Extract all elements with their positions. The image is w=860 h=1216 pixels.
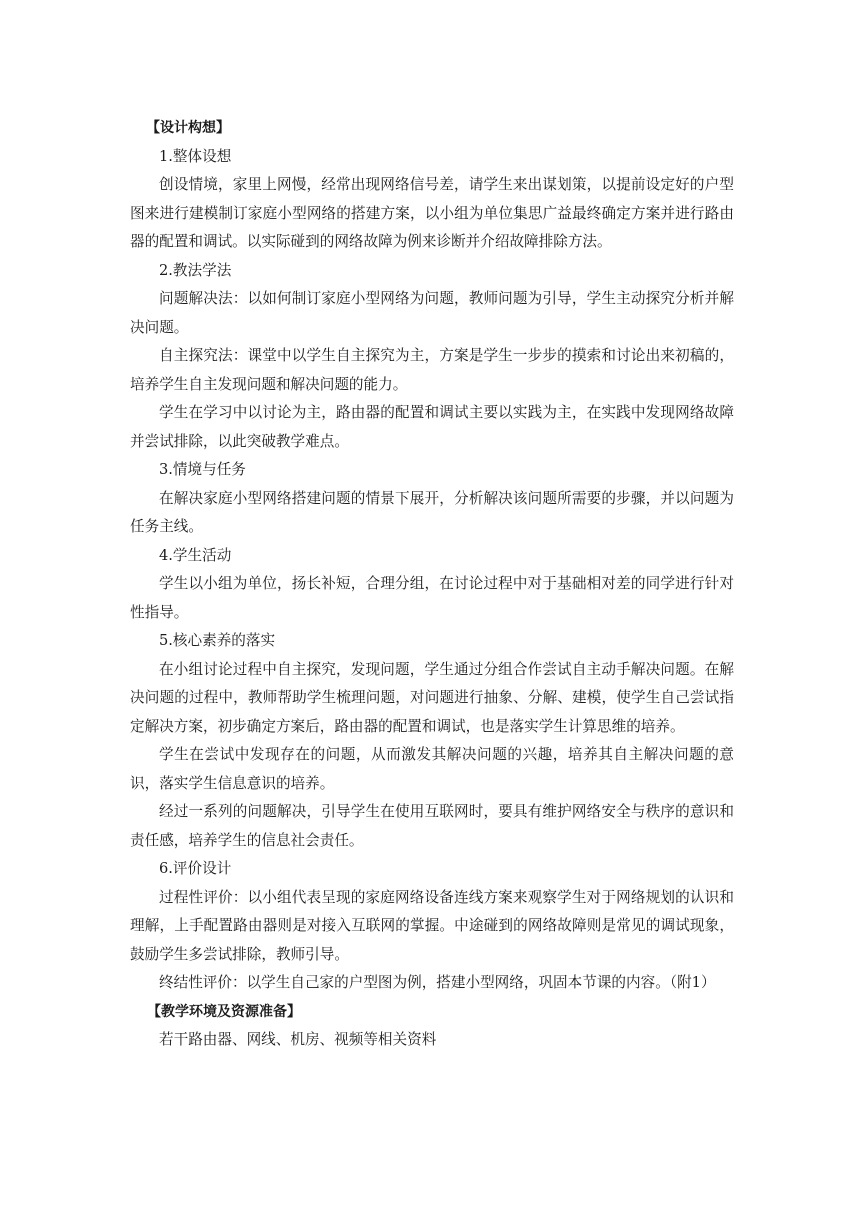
document-page bbox=[130, 114, 734, 1055]
paragraph: 自主探究法：课堂中以学生自主探究为主，方案是学生一步步的摸索和讨论出来初稿的，培养学生自主发现问题和解决问题的能力。 bbox=[130, 347, 734, 393]
paragraph: 经过一系列的问题解决，引导学生在使用互联网时，要具有维护网络安全与秩序的意识和责任感，培养学生的信息社会责任。 bbox=[130, 803, 734, 849]
paragraph: 在解决家庭小型网络搭建问题的情景下展开，分析解决该问题所需要的步骤，并以问题为任务主线。 bbox=[130, 489, 734, 535]
paragraph: 终结性评价：以学生自己家的户型图为例，搭建小型网络，巩固本节课的内容。（附1） bbox=[159, 974, 716, 991]
item-heading: 1.整体设想 bbox=[159, 147, 232, 165]
paragraph: 学生在学习中以讨论为主，路由器的配置和调试主要以实践为主，在实践中发现网络故障并尝试排除，以此突破教学难点。 bbox=[130, 404, 734, 450]
paragraph: 在小组讨论过程中自主探究，发现问题，学生通过分组合作尝试自主动手解决问题。在解决问题的过程中，教师帮助学生梳理问题，对问题进行抽象、分解、建模，使学生自己尝试指定解决方案，初步确定方案后，路由器的配置和调试，也是落实学生计算思维的培养。 bbox=[130, 660, 734, 735]
item-heading: 6.评价设计 bbox=[159, 860, 232, 877]
item-overall-idea bbox=[130, 143, 734, 257]
item-evaluation-design bbox=[130, 855, 734, 998]
item-teaching-methods bbox=[130, 257, 734, 457]
paragraph: 学生在尝试中发现存在的问题，从而激发其解决问题的兴趣，培养其自主解决问题的意识，落实学生信息意识的培养。 bbox=[130, 746, 734, 792]
item-heading: 3.情境与任务 bbox=[159, 461, 246, 478]
item-student-activities bbox=[130, 542, 734, 628]
section-title-design-concept: 【设计构想】 bbox=[146, 120, 230, 136]
paragraph: 若干路由器、网线、机房、视频等相关资料 bbox=[159, 1031, 437, 1048]
paragraph: 创设情境，家里上网慢，经常出现网络信号差，请学生来出谋划策，以提前设定好的户型图来进行建模制订家庭小型网络的搭建方案，以小组为单位集思广益最终确定方案并进行路由器的配置和调试。以实际碰到的网络故障为例来诊断并介绍故障排除方法。 bbox=[130, 176, 734, 250]
paragraph: 学生以小组为单位，扬长补短，合理分组，在讨论过程中对于基础相对差的同学进行针对性指导。 bbox=[130, 575, 734, 621]
item-heading: 2.教法学法 bbox=[159, 261, 232, 279]
item-heading: 5.核心素养的落实 bbox=[159, 632, 276, 649]
paragraph: 问题解决法：以如何制订家庭小型网络为问题，教师问题为引导，学生主动探究分析并解决问题。 bbox=[130, 290, 734, 336]
item-heading: 4.学生活动 bbox=[159, 546, 232, 564]
item-core-literacy bbox=[130, 627, 734, 855]
paragraph: 过程性评价：以小组代表呈现的家庭网络设备连线方案来观察学生对于网络规划的认识和理解，上手配置路由器则是对接入互联网的掌握。中途碰到的网络故障则是常见的调试现象，鼓励学生多尝试排除，教师引导。 bbox=[130, 888, 734, 963]
item-scenario-tasks bbox=[130, 456, 734, 542]
section-title-environment-resources: 【教学环境及资源准备】 bbox=[147, 1003, 301, 1020]
